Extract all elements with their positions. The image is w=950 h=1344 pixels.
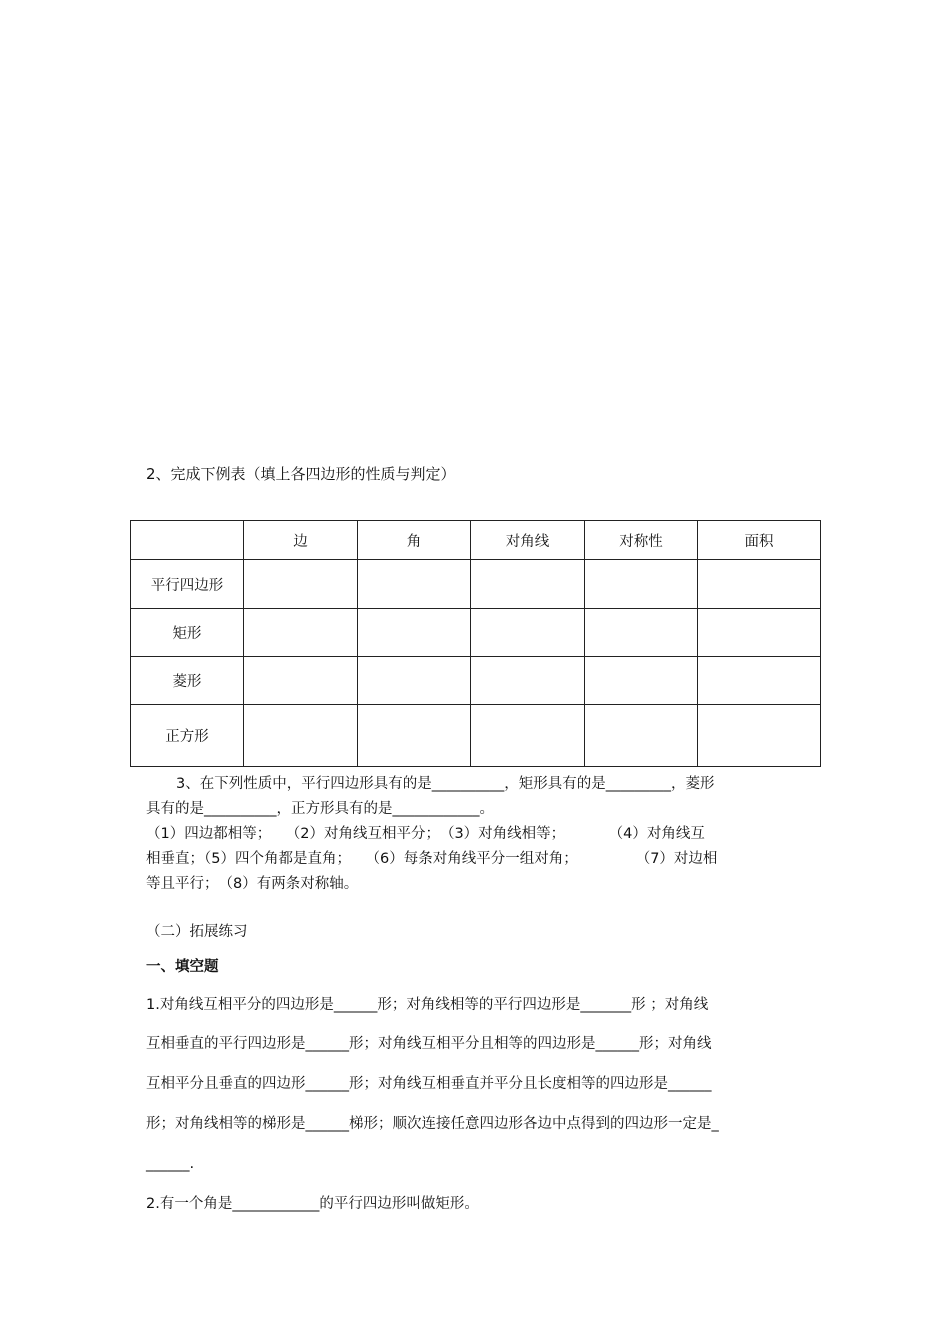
table-row-label: 矩形 [131, 609, 244, 657]
table-cell [698, 560, 821, 609]
table-cell [698, 609, 821, 657]
table-header-cell: 面积 [698, 521, 821, 560]
table-cell [244, 705, 358, 767]
table-row [131, 705, 821, 767]
table-cell [698, 657, 821, 705]
table-corner-cell [131, 521, 244, 560]
table-header-cell: 角 [358, 521, 471, 560]
table-row [131, 560, 821, 609]
fill-line-1: 1.对角线互相平分的四边形是______形；对角线相等的平行四边形是_______形 ；对角线 [146, 997, 709, 1013]
table-header-row [131, 521, 821, 560]
question-2-title: 2、完成下例表（填上各四边形的性质与判定） [146, 465, 456, 483]
table-cell [358, 705, 471, 767]
table-cell [358, 560, 471, 609]
table-row-label: 正方形 [131, 705, 244, 767]
question-3-line-1: 3、在下列性质中，平行四边形具有的是__________，矩形具有的是_________，菱形 [176, 776, 715, 792]
table-row [131, 609, 821, 657]
table-cell [698, 705, 821, 767]
fill-line-2: 互相垂直的平行四边形是______形；对角线互相平分且相等的四边形是______形；对角线 [146, 1036, 712, 1052]
table-cell [244, 657, 358, 705]
table-row-label: 平行四边形 [131, 560, 244, 609]
table-cell [585, 657, 698, 705]
question-3-line-2: 具有的是__________，正方形具有的是____________。 [146, 801, 494, 817]
table-header-cell: 对角线 [471, 521, 585, 560]
table-cell [585, 609, 698, 657]
table-cell [471, 560, 585, 609]
table-row-label: 菱形 [131, 657, 244, 705]
part-1-title: 一、填空题 [146, 959, 219, 975]
table-cell [471, 705, 585, 767]
table-header-cell: 边 [244, 521, 358, 560]
question-3-line-3: （1）四边都相等； （2）对角线互相平分； （3）对角线相等； （4）对角线互 [146, 826, 705, 842]
question-3-line-5: 等且平行； （8）有两条对称轴。 [146, 876, 359, 892]
fill-line-4: 形；对角线相等的梯形是______梯形；顺次连接任意四边形各边中点得到的四边形一定是_ [146, 1116, 719, 1132]
table-cell [244, 609, 358, 657]
fill-line-3: 互相平分且垂直的四边形______形；对角线互相垂直并平分且长度相等的四边形是______ [146, 1076, 712, 1092]
quadrilateral-properties-table [130, 520, 821, 767]
table-header-cell: 对称性 [585, 521, 698, 560]
table-cell [585, 560, 698, 609]
table-cell [471, 609, 585, 657]
table-row [131, 657, 821, 705]
table-cell [358, 657, 471, 705]
section-2-title: （二）拓展练习 [146, 924, 248, 940]
table-cell [244, 560, 358, 609]
fill-line-6: 2.有一个角是____________的平行四边形叫做矩形。 [146, 1196, 479, 1212]
fill-line-5: ______. [146, 1156, 195, 1172]
table-cell [358, 609, 471, 657]
table-cell [471, 657, 585, 705]
table-cell [585, 705, 698, 767]
question-3-line-4: 相垂直；（5）四个角都是直角； （6）每条对角线平分一组对角； （7）对边相 [146, 851, 718, 867]
